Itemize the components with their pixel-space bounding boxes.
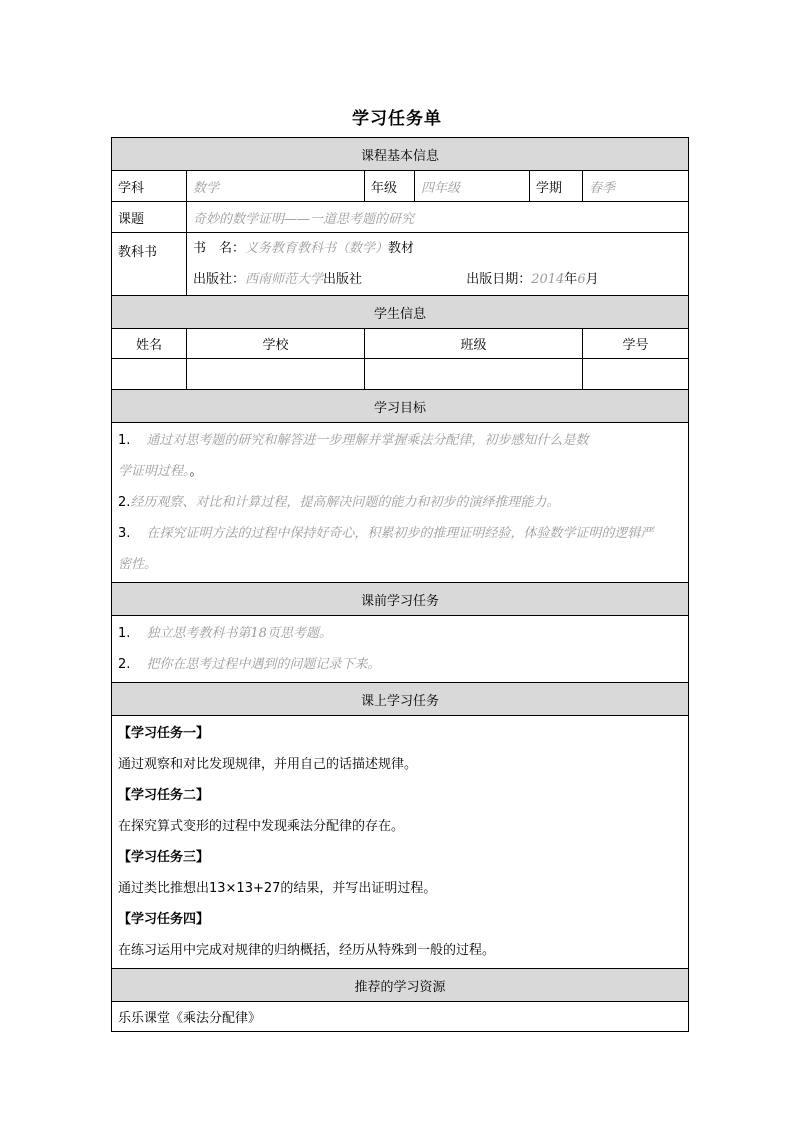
pub-month: 6 xyxy=(577,272,586,287)
pre-task-1-text: 独立思考教科书第18页思考题。 xyxy=(146,626,332,641)
pre-task-1 xyxy=(118,618,682,649)
publisher-label: 出版社： xyxy=(193,272,246,287)
subject-label: 学科 xyxy=(112,171,187,202)
resources-text: 乐乐课堂《乘法分配律》 xyxy=(112,1002,689,1032)
task-4-text: 在练习运用中完成对规律的归纳概括，经历从特殊到一般的过程。 xyxy=(118,943,496,958)
pre-tasks-content xyxy=(112,616,689,683)
student-id-cell[interactable] xyxy=(583,359,689,390)
grade-label: 年级 xyxy=(365,171,415,202)
task-3-title: 【学习任务三】 xyxy=(118,850,210,865)
goal-2 xyxy=(118,487,682,518)
class-cell[interactable] xyxy=(365,359,583,390)
pub-year: 2014 xyxy=(531,272,565,287)
term-value: 春季 xyxy=(583,171,689,202)
goal-2-text: 经历观察、对比和计算过程，提高解决问题的能力和初步的演绎推理能力。 xyxy=(130,495,560,510)
task-4-title: 【学习任务四】 xyxy=(118,912,210,927)
task-1-title: 【学习任务一】 xyxy=(118,726,210,741)
goal-3-line1: 在探究证明方法的过程中保持好奇心，积累初步的推理证明经验，体验数学证明的逻辑严 xyxy=(146,526,654,541)
book-name-value: 义务教育教科书（数学） xyxy=(245,241,389,256)
col-name: 姓名 xyxy=(112,329,187,359)
goals-header: 学习目标 xyxy=(112,390,689,423)
task-3-text: 通过类比推想出13×13+27的结果，并写出证明过程。 xyxy=(118,881,437,896)
book-name-label: 书 名： xyxy=(193,241,246,256)
col-student-id: 学号 xyxy=(583,329,689,359)
class-tasks-content xyxy=(112,716,689,969)
task-2-text: 在探究算式变形的过程中发现乘法分配律的存在。 xyxy=(118,819,405,834)
student-info-header: 学生信息 xyxy=(112,296,689,329)
grade-value: 四年级 xyxy=(415,171,530,202)
goal-3 xyxy=(118,518,682,549)
pre-tasks-header: 课前学习任务 xyxy=(112,583,689,616)
textbook-label: 教科书 xyxy=(112,233,187,296)
name-cell[interactable] xyxy=(112,359,187,390)
subject-value: 数学 xyxy=(187,171,365,202)
goal-1-line1: 通过对思考题的研究和解答进一步理解并掌握乘法分配律，初步感知什么是数 xyxy=(146,433,589,448)
goal-1 xyxy=(118,425,682,456)
topic-label: 课题 xyxy=(112,202,187,233)
course-info-header: 课程基本信息 xyxy=(112,138,689,171)
publisher-suffix: 出版社 xyxy=(323,272,363,287)
publish-date xyxy=(466,264,598,295)
task-2-title: 【学习任务二】 xyxy=(118,788,210,803)
topic-value: 奇妙的数学证明——一道思考题的研究 xyxy=(187,202,689,233)
resources-header: 推荐的学习资源 xyxy=(112,969,689,1002)
pub-date-label: 出版日期： xyxy=(466,272,532,287)
pre-task-2-num: 2. xyxy=(118,657,131,672)
publisher-value: 西南师范大学 xyxy=(245,272,324,287)
publisher-line xyxy=(193,264,682,295)
task-1-text: 通过观察和对比发现规律，并用自己的话描述规律。 xyxy=(118,757,418,772)
book-name-line xyxy=(193,233,682,264)
goal-1-line2: 学证明过程。 xyxy=(118,464,190,479)
pre-task-2-text: 把你在思考过程中遇到的问题记录下来。 xyxy=(146,657,381,672)
year-unit: 年 xyxy=(564,272,578,287)
pre-task-2 xyxy=(118,649,682,680)
goal-1-tail: 。 xyxy=(189,464,203,479)
goal-3-cont xyxy=(118,549,682,580)
goal-3-line2: 密性。 xyxy=(118,557,158,572)
task-sheet-table xyxy=(111,137,688,1032)
goal-2-num: 2. xyxy=(118,495,131,510)
pre-task-1-num: 1. xyxy=(118,626,131,641)
col-school: 学校 xyxy=(187,329,365,359)
goals-content xyxy=(112,423,689,583)
goal-1-cont xyxy=(118,456,682,487)
goal-1-num: 1. xyxy=(118,433,131,448)
term-label: 学期 xyxy=(530,171,583,202)
textbook-info xyxy=(187,233,689,296)
book-name-suffix: 教材 xyxy=(388,241,415,256)
col-class: 班级 xyxy=(365,329,583,359)
class-tasks-header: 课上学习任务 xyxy=(112,683,689,716)
school-cell[interactable] xyxy=(187,359,365,390)
month-unit: 月 xyxy=(585,272,599,287)
goal-3-num: 3. xyxy=(118,526,131,541)
document-title: 学习任务单 xyxy=(352,109,442,129)
